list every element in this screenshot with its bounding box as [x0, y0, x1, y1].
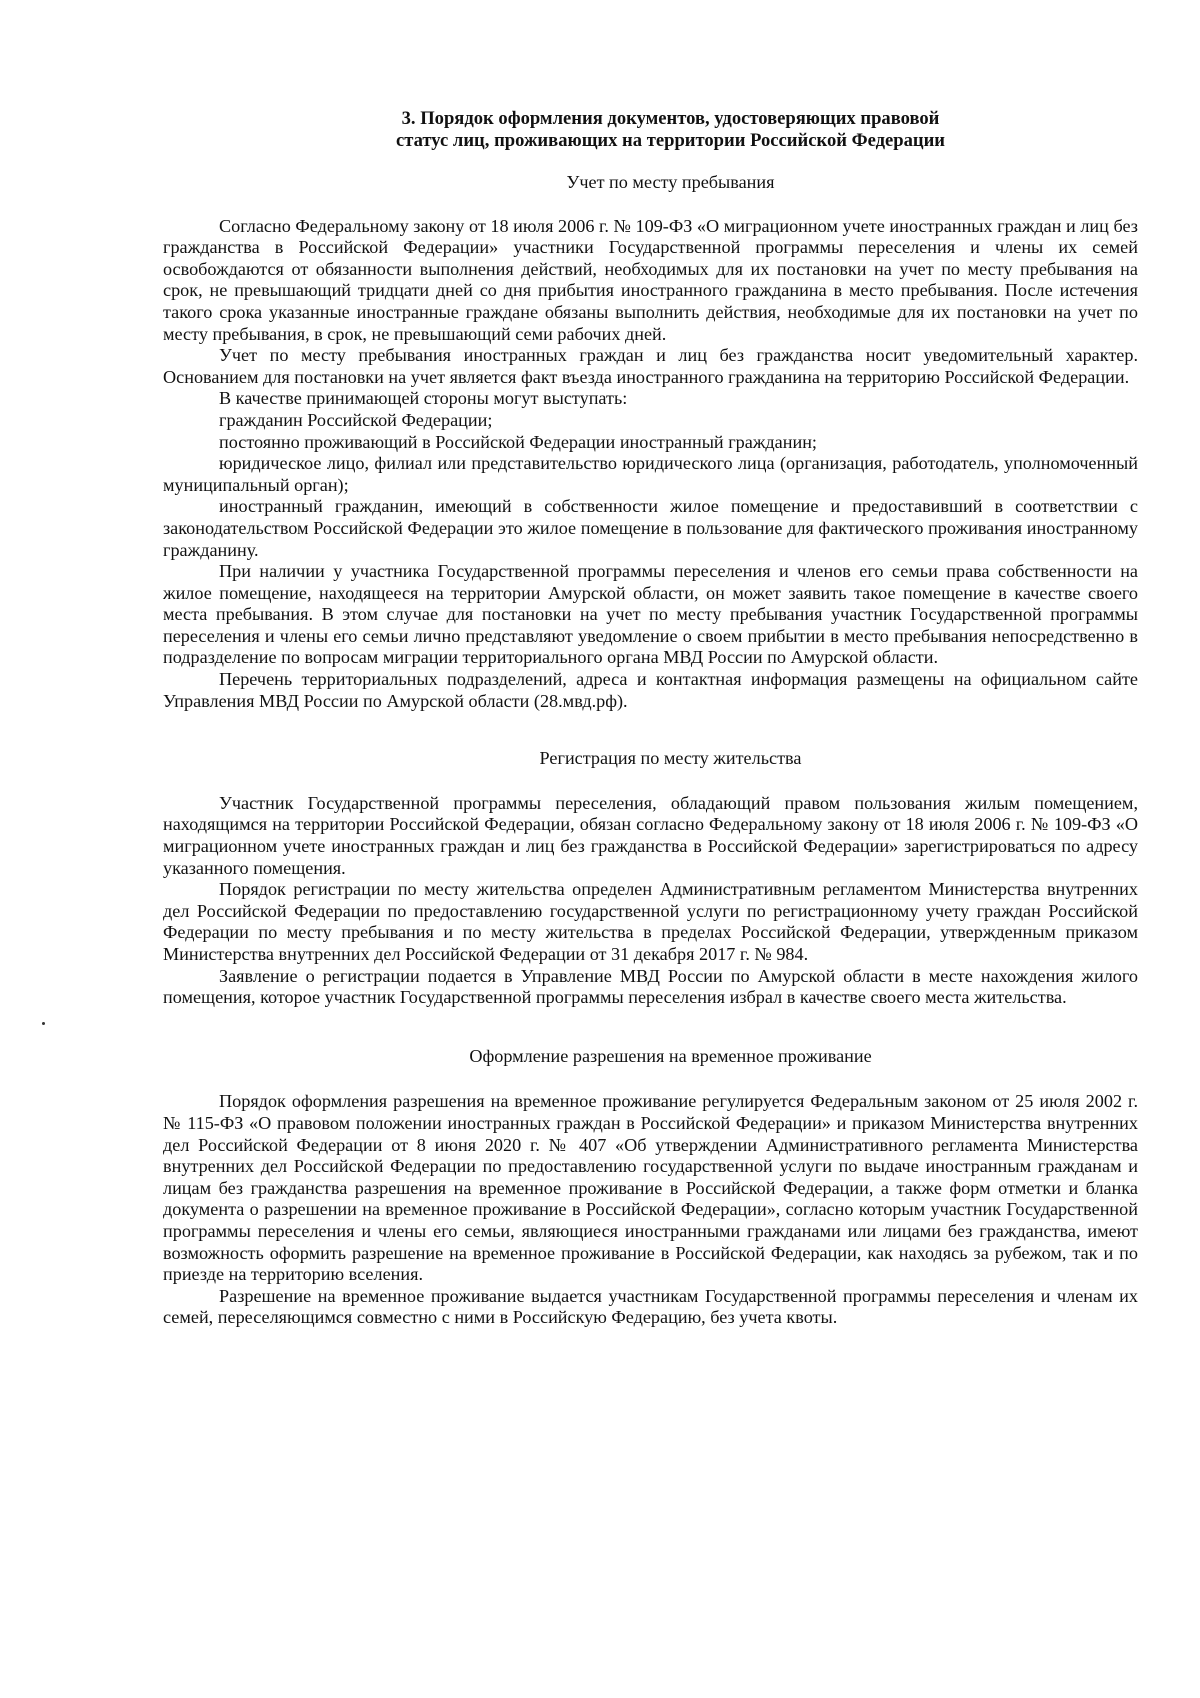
- paragraph: Порядок оформления разрешения на временное проживание регулируется Федеральным законом от 25 июля 2002 г. № 115-ФЗ «О правовом положении иностранных граждан в Российской Федерации» и приказом Министерства внутренних дел Российской Федерации от 8 июня 2020 г. № 407 «Об утверждении Административного регламента Министерства внутренних дел Российской Федерации по предоставлению государственной услуги по выдаче иностранным гражданам и лицам без гражданства разрешения на временное проживание в Российской Федерации, а также форм отметки и бланка документа о разрешении на временное проживание в Российской Федерации», согласно которым участник Государственной программы переселения и члены его семьи, являющиеся иностранными гражданами или лицами без гражданства, имеют возможность оформить разрешение на временное проживание в Российской Федерации, как находясь за рубежом, так и по приезде на территорию вселения.: [163, 1091, 1138, 1285]
- list-item: иностранный гражданин, имеющий в собственности жилое помещение и предоставивший в соответствии с законодательством Российской Федерации это жилое помещение в пользование для фактического проживания иностранному гражданину.: [163, 496, 1138, 560]
- title-line-1: 3. Порядок оформления документов, удостоверяющих правовой: [401, 108, 940, 129]
- section-heading-residence-registration: Регистрация по месту жительства: [539, 748, 802, 769]
- paragraph: При наличии у участника Государственной программы переселения и членов его семьи права собственности на жилое помещение, находящееся на территории Амурской области, он может заявить такое помещение в качестве своего места пребывания. В этом случае для постановки на учет по месту пребывания участник Государственной программы переселения и члены его семьи лично представляют уведомление о своем прибытии в место пребывания непосредственно в подразделение по вопросам миграции территориального органа МВД России по Амурской области.: [163, 561, 1138, 668]
- list-item: гражданин Российской Федерации;: [219, 409, 493, 430]
- list-item: постоянно проживающий в Российской Федерации иностранный гражданин;: [219, 431, 817, 452]
- paragraph: Разрешение на временное проживание выдается участникам Государственной программы переселения и членам их семей, переселяющимся совместно с ними в Российскую Федерацию, без учета квоты.: [163, 1285, 1138, 1328]
- section-heading-temporary-residence: Оформление разрешения на временное проживание: [469, 1045, 872, 1066]
- paragraph: Учет по месту пребывания иностранных граждан и лиц без гражданства носит уведомительный характер. Основанием для постановки на учет является факт въезда иностранного гражданина на территорию Российской Федерации.: [163, 345, 1138, 387]
- paragraph: Порядок регистрации по месту жительства определен Административным регламентом Министерства внутренних дел Российской Федерации по предоставлению государственной услуги по регистрационному учету граждан Российской Федерации по месту пребывания и по месту жительства в пределах Российской Федерации, утвержденным приказом Министерства внутренних дел Российской Федерации от 31 декабря 2017 г. № 984.: [163, 879, 1138, 964]
- paragraph: В качестве принимающей стороны могут выступать:: [219, 388, 628, 409]
- title-line-2: статус лиц, проживающих на территории Российской Федерации: [395, 130, 946, 151]
- paragraph: Заявление о регистрации подается в Управление МВД России по Амурской области в месте нахождения жилого помещения, которое участник Государственной программы переселения избрал в качестве своего места жительства.: [163, 965, 1138, 1008]
- scan-speck: [42, 1022, 45, 1025]
- paragraph: Перечень территориальных подразделений, адреса и контактная информация размещены на официальном сайте Управления МВД России по Амурской области (28.мвд.рф).: [163, 669, 1138, 711]
- list-item: юридическое лицо, филиал или представительство юридического лица (организация, работодатель, уполномоченный муниципальный орган);: [163, 453, 1138, 495]
- paragraph: Согласно Федеральному закону от 18 июля 2006 г. № 109-ФЗ «О миграционном учете иностранных граждан и лиц без гражданства в Российской Федерации» участники Государственной программы переселения и члены их семей освобождаются от обязанности выполнения действий, необходимых для их постановки на учет по месту пребывания на срок, не превышающий тридцати дней со дня прибытия иностранного гражданина в место пребывания. После истечения такого срока указанные иностранные граждане обязаны выполнить действия, необходимые для их постановки на учет по месту пребывания, в срок, не превышающий семи рабочих дней.: [163, 215, 1138, 344]
- document-page: [163, 108, 1138, 1329]
- document-title: [163, 108, 1138, 152]
- section-heading-stay-registration: Учет по месту пребывания: [566, 172, 775, 192]
- paragraph: Участник Государственной программы переселения, обладающий правом пользования жилым помещением, находящимся на территории Российской Федерации, обязан согласно Федеральному закону от 18 июля 2006 г. № 109-ФЗ «О миграционном учете иностранных граждан и лиц без гражданства в Российской Федерации» зарегистрироваться по адресу указанного помещения.: [163, 792, 1138, 878]
